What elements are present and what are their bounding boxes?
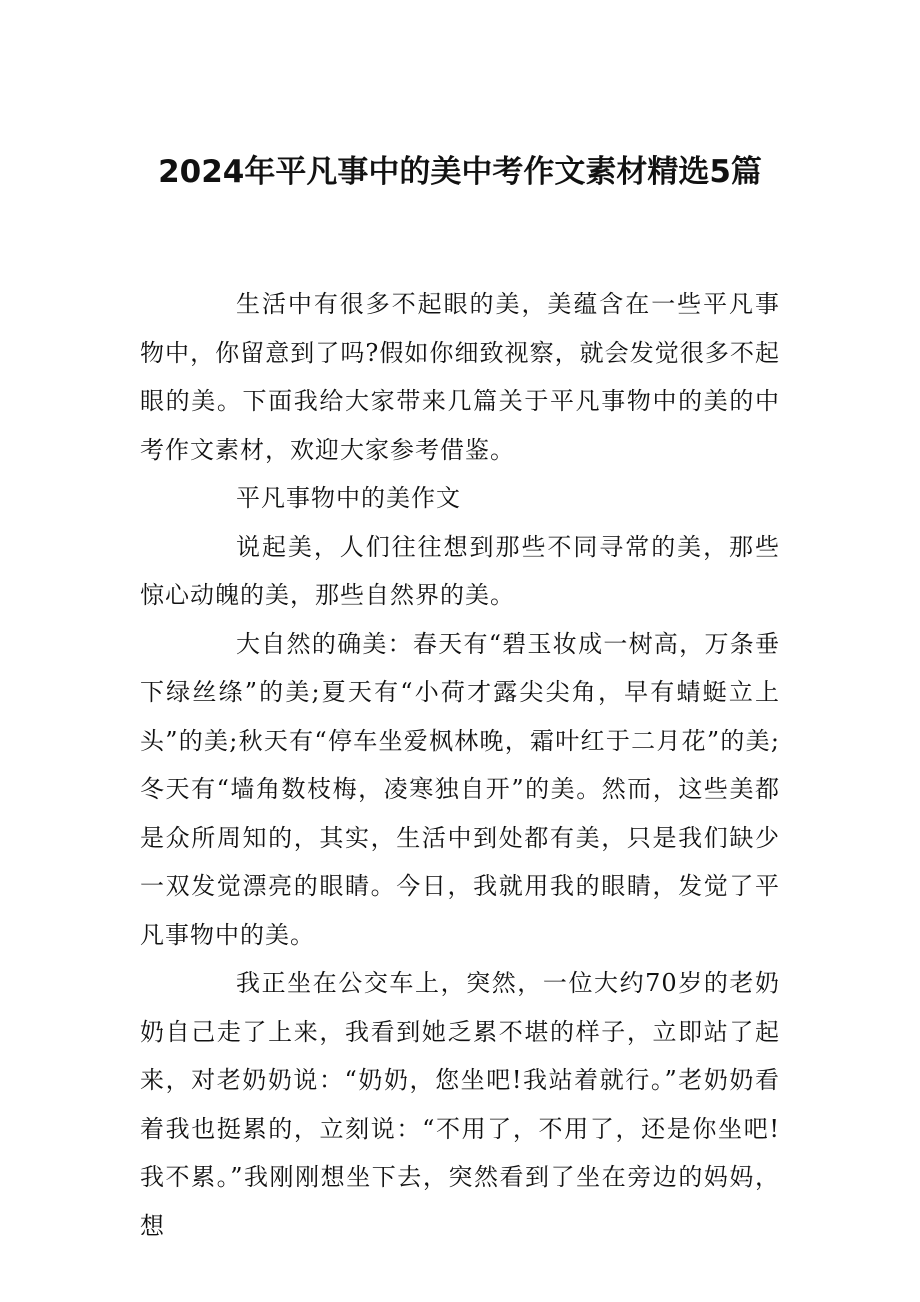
paragraph: 我正坐在公交车上，突然，一位大约70岁的老奶奶自己走了上来，我看到她乏累不堪的样子，立即站了起来，对老奶奶说：“奶奶，您坐吧!我站着就行。”老奶奶看着我也挺累的，立刻说：“不用了，不用了，还是你坐吧!我不累。”我刚刚想坐下去，突然看到了坐在旁边的妈妈，想	[140, 969, 780, 1240]
document-title: 2024年平凡事中的美中考作文素材精选5篇	[158, 154, 762, 190]
intro-paragraph: 生活中有很多不起眼的美，美蕴含在一些平凡事物中，你留意到了吗?假如你细致视察，就会发觉很多不起眼的美。下面我给大家带来几篇关于平凡事物中的美的中考作文素材，欢迎大家参考借鉴。	[140, 290, 780, 464]
document-body	[140, 280, 780, 1250]
paragraph: 说起美，人们往往想到那些不同寻常的美，那些惊心动魄的美，那些自然界的美。	[140, 532, 780, 609]
paragraph: 大自然的确美：春天有“碧玉妆成一树高，万条垂下绿丝绦”的美;夏天有“小荷才露尖尖角，早有蜻蜓立上头”的美;秋天有“停车坐爱枫林晚，霜叶红于二月花”的美;冬天有“墙角数枝梅，凌寒独自开”的美。然而，这些美都是众所周知的，其实，生活中到处都有美，只是我们缺少一双发觉漂亮的眼睛。今日，我就用我的眼睛，发觉了平凡事物中的美。	[140, 629, 780, 949]
section-heading: 平凡事物中的美作文	[236, 484, 461, 512]
